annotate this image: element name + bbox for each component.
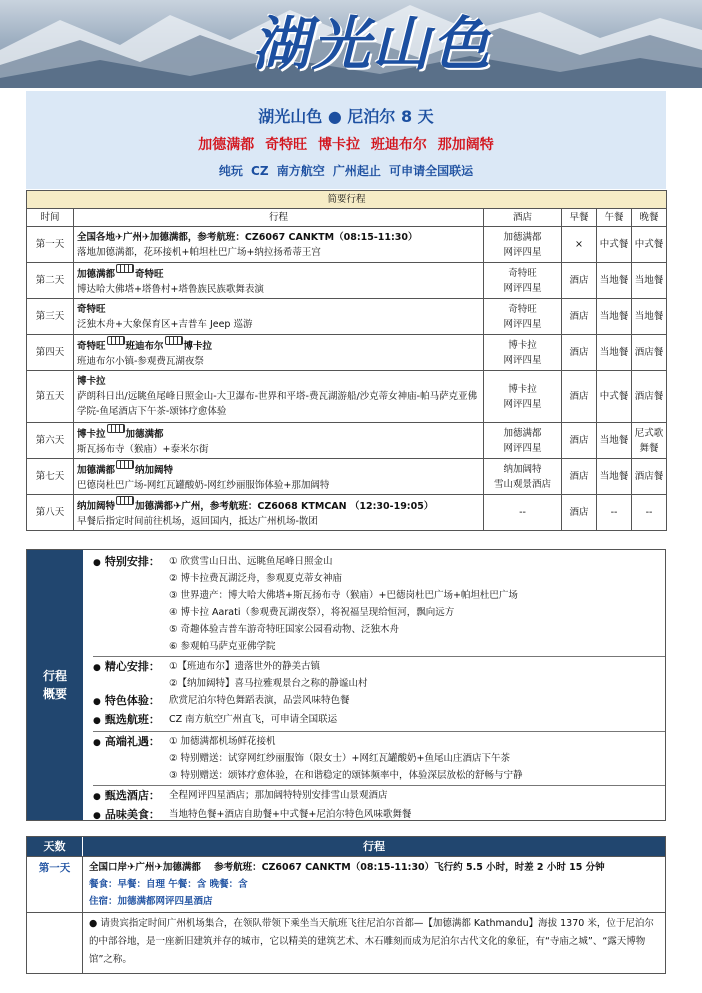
bus-icon [165, 336, 183, 345]
special-item: ⑥ 参观帕马萨克亚佛学院 [169, 641, 276, 652]
col-hotel: 酒店 [484, 209, 562, 227]
bus-icon [116, 460, 134, 469]
plane-icon: ✈ [173, 501, 182, 512]
detail-flight: 参考航班：CZ6067 CANKTM（08:15-11:30）飞行约 5.5 小时，时差 2 小时 15 分钟 [214, 862, 605, 873]
divider [93, 785, 665, 786]
col-time: 时间 [27, 209, 74, 227]
overview-flight [93, 711, 665, 730]
route-from: 博卡拉 [77, 429, 106, 440]
bus-icon [107, 336, 125, 345]
row-itinerary [74, 459, 484, 495]
row-day: 第六天 [27, 423, 74, 459]
detail-stay: 住宿：加德满都网评四星酒店 [89, 896, 213, 907]
row-hotel [484, 227, 562, 263]
row-day: 第二天 [27, 263, 74, 299]
route-via: 广州 [135, 862, 155, 873]
row-route: 博卡拉 [77, 376, 106, 387]
detail-day-row [27, 856, 665, 912]
row-breakfast: 酒店 [562, 263, 597, 299]
row-lunch: 当地餐 [597, 423, 632, 459]
row-lunch: 当地餐 [597, 299, 632, 335]
route-to: 加德满都 [125, 429, 164, 440]
divider [93, 656, 665, 657]
flight-title: 甄选航班： [104, 713, 160, 726]
hotel-grade: 网评四星 [503, 398, 542, 410]
row-hotel [484, 335, 562, 371]
route-from: 奇特旺 [77, 341, 106, 352]
row-dinner: 中式餐 [632, 227, 667, 263]
tour-header [26, 91, 666, 189]
special-item: ① 欣赏雪山日出、远眺鱼尾峰日照金山 [169, 556, 333, 567]
row-lunch: 中式餐 [597, 371, 632, 423]
row-hotel [484, 299, 562, 335]
vip-item: ② 特别赠送：试穿网红纱丽服饰（限女士）+网红瓦罐酸奶+鱼尾山庄酒店下午茶 [169, 753, 510, 764]
col-dinner: 晚餐 [632, 209, 667, 227]
bus-icon [116, 264, 134, 273]
summary-row [27, 495, 667, 531]
bullet-icon: ● [93, 558, 101, 568]
row-lunch: -- [597, 495, 632, 531]
summary-row [27, 227, 667, 263]
hotel-city: 博卡拉 [508, 383, 537, 395]
summary-row [27, 299, 667, 335]
row-dinner: 尼式歌舞餐 [632, 423, 667, 459]
row-dinner: 酒店餐 [632, 371, 667, 423]
hotel-city: 奇特旺 [508, 267, 537, 279]
row-hotel [484, 371, 562, 423]
row-lunch: 当地餐 [597, 335, 632, 371]
summary-row [27, 335, 667, 371]
row-dinner: 酒店餐 [632, 335, 667, 371]
row-desc: 巴德岗杜巴广场-网红瓦罐酸奶-网红纱丽服饰体验+那加阔特 [77, 480, 330, 491]
route-to: 博卡拉 [183, 341, 213, 352]
bus-icon [107, 424, 125, 433]
detail-body-row [27, 912, 665, 973]
row-day: 第一天 [27, 227, 74, 263]
overview-section [26, 549, 666, 821]
hotel-grade: 雪山观景酒店 [493, 478, 551, 490]
divider [93, 731, 665, 732]
careful-item: ①【班迪布尔】遗落世外的静美古镇 [169, 661, 321, 672]
hotel-grade: 网评四星 [503, 282, 542, 294]
detail-day: 第一天 [27, 857, 83, 912]
row-breakfast: 酒店 [562, 335, 597, 371]
plane-icon: ✈ [127, 862, 136, 873]
bus-icon [116, 496, 134, 505]
food-title: 品味美食： [104, 808, 160, 821]
flight-text: CZ 南方航空广州直飞，可申请全国联运 [169, 714, 338, 725]
special-item: ② 博卡拉费瓦湖泛舟，参观夏克蒂女神庙 [169, 573, 343, 584]
banner-title: 湖光山色 [252, 10, 493, 78]
row-desc: 班迪布尔小镇-参观费瓦湖夜祭 [77, 356, 204, 367]
vip-item: ③ 特别赠送：颂钵疗愈体验，在和谐稳定的颂钵频率中，体验深层放松的舒畅与宁静 [169, 770, 523, 781]
overview-food [93, 806, 665, 825]
row-desc: 萨朗科日出/远眺鱼尾峰日照金山-大卫瀑布-世界和平塔-费瓦湖游船/沙克蒂女神庙-帕马萨克亚佛学院-鱼尾酒店下午茶-颂钵疗愈体验 [77, 391, 478, 417]
row-itinerary [74, 263, 484, 299]
row-hotel [484, 423, 562, 459]
careful-item: ②【纳加阔特】喜马拉雅观景台之称的静谧山村 [169, 678, 368, 689]
overview-body [83, 550, 665, 825]
row-day: 第四天 [27, 335, 74, 371]
route-to: 奇特旺 [135, 269, 164, 280]
row-route [77, 496, 480, 514]
hotel-grade: 网评四星 [503, 246, 542, 258]
row-hotel: -- [484, 495, 562, 531]
route-from: 纳加阔特 [77, 501, 116, 512]
summary-row [27, 423, 667, 459]
route-from: 加德满都 [77, 465, 116, 476]
row-breakfast: 酒店 [562, 495, 597, 531]
bullet-icon: ● [93, 738, 101, 748]
careful-title: 精心安排： [104, 660, 160, 673]
row-lunch: 当地餐 [597, 459, 632, 495]
row-breakfast: 酒店 [562, 459, 597, 495]
row-itinerary [74, 299, 484, 335]
hotel-title: 甄选酒店： [104, 789, 160, 802]
summary-caption: 简要行程 [27, 191, 667, 209]
route-via: 班迪布尔 [125, 341, 164, 352]
detail-meals: 餐食：早餐：自理 午餐：含 晚餐：含 [89, 879, 248, 890]
hotel-city: 博卡拉 [508, 339, 537, 351]
summary-row [27, 371, 667, 423]
vip-item: ① 加德满都机场鲜花接机 [169, 736, 276, 747]
col-breakfast: 早餐 [562, 209, 597, 227]
summary-row [27, 459, 667, 495]
row-itinerary [74, 495, 484, 531]
hotel-city: 加德满都 [503, 231, 542, 243]
row-route: 全国各地✈广州✈加德满都，参考航班：CZ6067 CANKTM（08:15-11:30） [77, 231, 418, 243]
plane-icon: ✈ [154, 862, 163, 873]
row-day: 第三天 [27, 299, 74, 335]
row-day: 第七天 [27, 459, 74, 495]
tour-cities: 加德满都 奇特旺 博卡拉 班迪布尔 那加阔特 [198, 137, 494, 153]
route-to: 广州，参考航班：CZ6068 KTMCAN （12:30-19:05） [181, 501, 434, 512]
hotel-city: 纳加阔特 [503, 463, 542, 475]
detail-header [27, 837, 665, 856]
bullet-icon: ● [93, 697, 101, 707]
hotel-city: 加德满都 [503, 427, 542, 439]
row-desc: 泛独木舟+大象保育区+吉普车 Jeep 巡游 [77, 318, 253, 330]
detail-route [89, 859, 659, 876]
row-route [77, 424, 480, 442]
row-route [77, 336, 480, 354]
tour-title: 湖光山色 ● 尼泊尔 8 天 [258, 107, 434, 126]
row-dinner: 酒店餐 [632, 459, 667, 495]
row-dinner: 当地餐 [632, 263, 667, 299]
route-from: 全国口岸 [89, 862, 128, 873]
hotel-grade: 网评四星 [503, 354, 542, 366]
row-lunch: 当地餐 [597, 263, 632, 299]
bullet-icon: ● [93, 663, 101, 673]
route-via: 加德满都 [135, 501, 174, 512]
col-lunch: 午餐 [597, 209, 632, 227]
summary-table [26, 190, 667, 531]
overview-vip [93, 733, 665, 784]
overview-label-text: 行程概要 [42, 669, 67, 701]
row-day: 第八天 [27, 495, 74, 531]
overview-label [27, 550, 83, 820]
overview-hotel [93, 787, 665, 806]
detail-col-day: 天数 [27, 837, 83, 856]
row-hotel [484, 459, 562, 495]
row-itinerary [74, 423, 484, 459]
summary-header-row [27, 209, 667, 227]
overview-careful [93, 658, 665, 692]
experience-text: 欣赏尼泊尔特色舞蹈表演，品尝风味特色餐 [169, 695, 350, 706]
bullet-icon: ● [93, 792, 101, 802]
detail-body: 请贵宾指定时间广州机场集合，在领队带领下乘坐当天航班飞往尼泊尔首都—【加德满都 Kathmandu】海拔 1370 米，位于尼泊尔的中部谷地，是一座新旧建筑并存的城市，它以精美的建筑艺术、木石雕刻而成为尼泊尔古代文化的象征，有“寺庙之城”、“露天博物馆”之称。 [89, 918, 654, 965]
special-item: ④ 博卡拉 Aarati（参观费瓦湖夜祭），将祝福呈现给恒河，飘向远方 [169, 607, 455, 618]
row-route: 奇特旺 [77, 303, 106, 315]
col-route: 行程 [74, 209, 484, 227]
special-item: ③ 世界遗产：博大哈大佛塔+斯瓦扬布寺（猴庙）+巴德岗杜巴广场+帕坦杜巴广场 [169, 590, 518, 601]
row-lunch: 中式餐 [597, 227, 632, 263]
row-hotel [484, 263, 562, 299]
hotel-city: 奇特旺 [508, 303, 537, 315]
row-desc: 落地加德满都，花环接机+帕坦杜巴广场+纳拉扬希蒂王宫 [77, 246, 321, 258]
row-dinner: -- [632, 495, 667, 531]
row-day: 第五天 [27, 371, 74, 423]
vip-title: 高端礼遇： [104, 735, 160, 748]
overview-experience [93, 692, 665, 711]
banner [0, 0, 702, 88]
row-desc: 斯瓦扬布寺（猴庙）+泰米尔街 [77, 444, 209, 455]
special-title: 特别安排： [104, 555, 160, 568]
row-itinerary [74, 227, 484, 263]
row-route [77, 460, 480, 478]
route-to: 加德满都 [162, 862, 201, 873]
overview-special [93, 553, 665, 655]
route-from: 加德满都 [77, 269, 116, 280]
bullet-icon: ● [93, 716, 101, 726]
row-itinerary [74, 335, 484, 371]
row-breakfast: 酒店 [562, 371, 597, 423]
hotel-text: 全程网评四星酒店；那加阔特特别安排雪山景观酒店 [169, 790, 388, 801]
route-to: 纳加阔特 [135, 465, 174, 476]
row-itinerary [74, 371, 484, 423]
row-desc: 博达哈大佛塔+塔鲁村+塔鲁族民族歌舞表演 [77, 284, 264, 295]
experience-title: 特色体验： [104, 694, 160, 707]
row-desc: 早餐后指定时间前往机场，返回国内，抵达广州机场-散团 [77, 516, 318, 527]
detail-col-route: 行程 [363, 840, 385, 853]
bullet-icon: ● [93, 811, 101, 821]
hotel-grade: 网评四星 [503, 318, 542, 330]
summary-row [27, 263, 667, 299]
bullet-icon: ● [89, 918, 101, 929]
food-text: 当地特色餐+酒店自助餐+中式餐+尼泊尔特色风味歌舞餐 [169, 809, 412, 820]
tour-features: 纯玩 CZ 南方航空 广州起止 可申请全国联运 [218, 164, 474, 178]
hotel-grade: 网评四星 [503, 442, 542, 454]
row-route [77, 264, 480, 282]
row-breakfast: × [562, 227, 597, 263]
day-detail-table [26, 836, 666, 974]
row-breakfast: 酒店 [562, 299, 597, 335]
special-item: ⑤ 奇趣体验吉普车游奇特旺国家公园看动物、泛独木舟 [169, 624, 400, 635]
row-dinner: 当地餐 [632, 299, 667, 335]
row-breakfast: 酒店 [562, 423, 597, 459]
